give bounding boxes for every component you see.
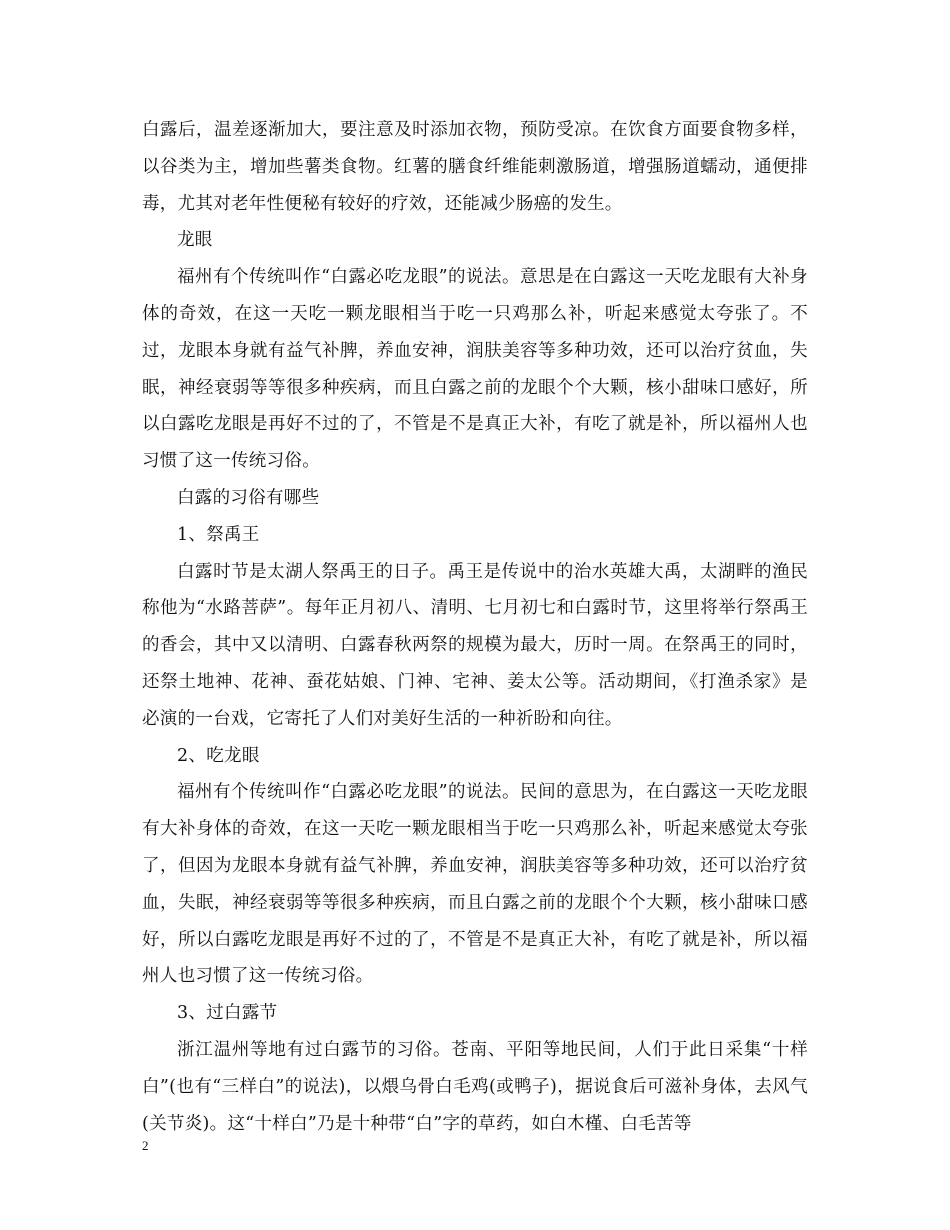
heading-custom-1: 1、祭禹王 <box>177 524 260 545</box>
paragraph-custom-1: 白露时节是太湖人祭禹王的日子。禹王是传说中的治水英雄大禹，太湖畔的渔民称他为“水路菩萨”。每年正月初八、清明、七月初七和白露时节，这里将举行祭禹王的香会，其中又以清明、白露春秋两祭的规模为最大，历时一周。在祭禹王的同时，还祭土地神、花神、蚕花姑娘、门神、宅神、姜太公等。活动期间，《打渔杀家》是必演的一台戏，它寄托了人们对美好生活的一种祈盼和向往。 <box>142 561 808 729</box>
body-text <box>142 112 808 1142</box>
heading-longan: 龙眼 <box>177 230 213 251</box>
paragraph-custom-2: 福州有个传统叫作“白露必吃龙眼”的说法。民间的意思为，在白露这一天吃龙眼有大补身体的奇效，在这一天吃一颗龙眼相当于吃一只鸡那么补，听起来感觉太夸张了，但因为龙眼本身就有益气补脾，养血安神，润肤美容等多种功效，还可以治疗贫血，失眠，神经衰弱等等很多种疾病，而且白露之前的龙眼个个大颗，核小甜味口感好，所以白露吃龙眼是再好不过的了，不管是不是真正大补，有吃了就是补，所以福州人也习惯了这一传统习俗。 <box>142 782 808 987</box>
page-number: 2 <box>142 1138 149 1153</box>
heading-custom-3: 3、过白露节 <box>177 1003 278 1024</box>
heading-bailu-customs: 白露的习俗有哪些 <box>177 487 320 508</box>
paragraph-custom-3: 浙江温州等地有过白露节的习俗。苍南、平阳等地民间，人们于此日采集“十样白”(也有“三样白”的说法)，以煨乌骨白毛鸡(或鸭子)，据说食后可滋补身体，去风气(关节炎)。这“十样白”乃是十种带“白”字的草药，如白木槿、白毛苦等 <box>142 1039 808 1134</box>
paragraph-autumn-diet: 白露后，温差逐渐加大，要注意及时添加衣物，预防受凉。在饮食方面要食物多样，以谷类为主，增加些薯类食物。红薯的膳食纤维能刺激肠道，增强肠道蠕动，通便排毒，尤其对老年性便秘有较好的疗效，还能减少肠癌的发生。 <box>142 120 808 214</box>
paragraph-longan: 福州有个传统叫作“白露必吃龙眼”的说法。意思是在白露这一天吃龙眼有大补身体的奇效，在这一天吃一颗龙眼相当于吃一只鸡那么补，听起来感觉太夸张了。不过，龙眼本身就有益气补脾，养血安神，润肤美容等多种功效，还可以治疗贫血，失眠，神经衰弱等等很多种疾病，而且白露之前的龙眼个个大颗，核小甜味口感好，所以白露吃龙眼是再好不过的了，不管是不是真正大补，有吃了就是补，所以福州人也习惯了这一传统习俗。 <box>142 267 808 472</box>
heading-custom-2: 2、吃龙眼 <box>177 745 260 766</box>
